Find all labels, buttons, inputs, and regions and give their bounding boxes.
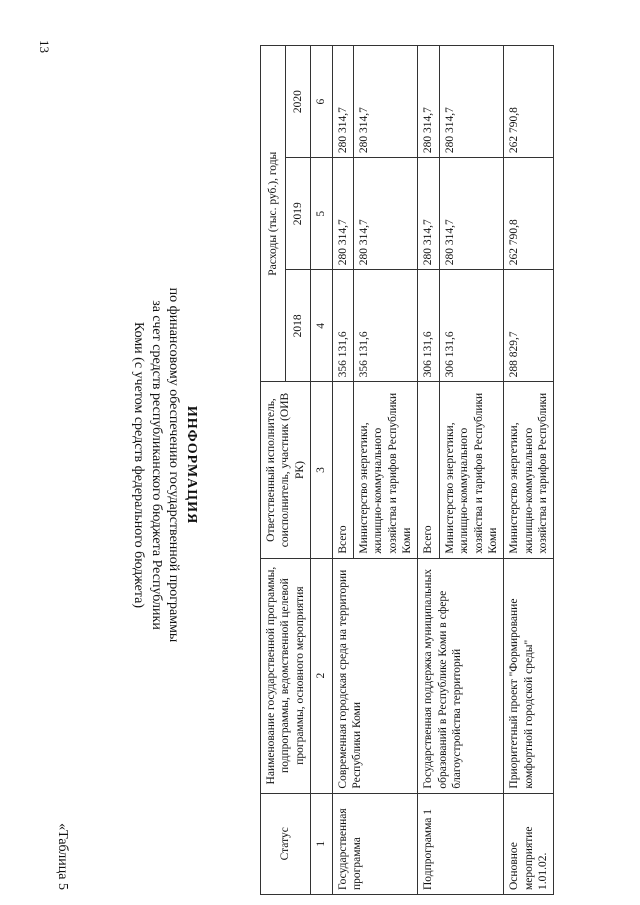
title-line-3: Коми (с учетом средств федерального бюджета) [131, 321, 147, 609]
executor-cell: Министерство энергетики, жилищно-коммунального хозяйства и тарифов Республики [504, 382, 554, 558]
index-cell: 1 [311, 793, 332, 894]
status-cell: Подпрограмма 1 [418, 793, 504, 894]
table-label: «Таблица 5 [55, 823, 70, 890]
index-cell: 6 [311, 46, 332, 158]
value-2020: 280 314,7 [353, 46, 418, 158]
executor-cell: Всего [332, 382, 353, 558]
index-cell: 5 [311, 158, 332, 270]
table-row [504, 46, 554, 895]
finance-table [260, 45, 554, 895]
status-cell: Государственная программа [332, 793, 418, 894]
table-row [332, 46, 353, 895]
name-cell: Государственная поддержка муниципальных образований в Республике Коми в сфере благоустройства территорий [418, 558, 504, 793]
value-2020: 280 314,7 [418, 46, 439, 158]
header-year-2019: 2019 [286, 158, 311, 270]
page-number: 13 [37, 40, 52, 53]
value-2019: 280 314,7 [418, 158, 439, 270]
name-cell: Современная городская среда на территории Республики Коми [332, 558, 418, 793]
header-executor: Ответственный исполнитель, соисполнитель, участник (ОИВ РК) [261, 382, 311, 558]
index-cell: 3 [311, 382, 332, 558]
executor-cell: Всего [418, 382, 439, 558]
header-status: Статус [261, 793, 311, 894]
rotated-page-content [30, 30, 630, 900]
index-cell: 2 [311, 558, 332, 793]
header-year-2020: 2020 [286, 46, 311, 158]
value-2019: 280 314,7 [439, 158, 504, 270]
title-heading: ИНФОРМАЦИЯ [184, 405, 199, 525]
title-line-2: за счет средств республиканского бюджета Республики [149, 300, 164, 630]
value-2020: 262 790,8 [504, 46, 554, 158]
executor-cell: Министерство энергетики, жилищно-коммунального хозяйства и тарифов Республики Коми [439, 382, 504, 558]
value-2019: 280 314,7 [332, 158, 353, 270]
title-line-1: по финансовому обеспечению государственной программы [166, 287, 182, 643]
status-cell: Основное мероприятие 1.01.02. [504, 793, 554, 894]
value-2018: 356 131,6 [332, 270, 353, 382]
index-cell: 4 [311, 270, 332, 382]
title-block [130, 30, 200, 900]
value-2019: 280 314,7 [353, 158, 418, 270]
value-2020: 280 314,7 [439, 46, 504, 158]
value-2018: 306 131,6 [418, 270, 439, 382]
header-expenses: Расходы (тыс. руб.), годы [261, 46, 286, 382]
value-2020: 280 314,7 [332, 46, 353, 158]
index-row [311, 46, 332, 895]
table-row [418, 46, 439, 895]
value-2018: 288 829,7 [504, 270, 554, 382]
executor-cell: Министерство энергетики, жилищно-коммунального хозяйства и тарифов Республики Коми [353, 382, 418, 558]
value-2018: 306 131,6 [439, 270, 504, 382]
header-year-2018: 2018 [286, 270, 311, 382]
value-2019: 262 790,8 [504, 158, 554, 270]
name-cell: Приоритетный проект "Формирование комфортной городской среды" [504, 558, 554, 793]
value-2018: 356 131,6 [353, 270, 418, 382]
header-name: Наименование государственной программы, подпрограммы, ведомственной целевой программы, основного мероприятия [261, 558, 311, 793]
